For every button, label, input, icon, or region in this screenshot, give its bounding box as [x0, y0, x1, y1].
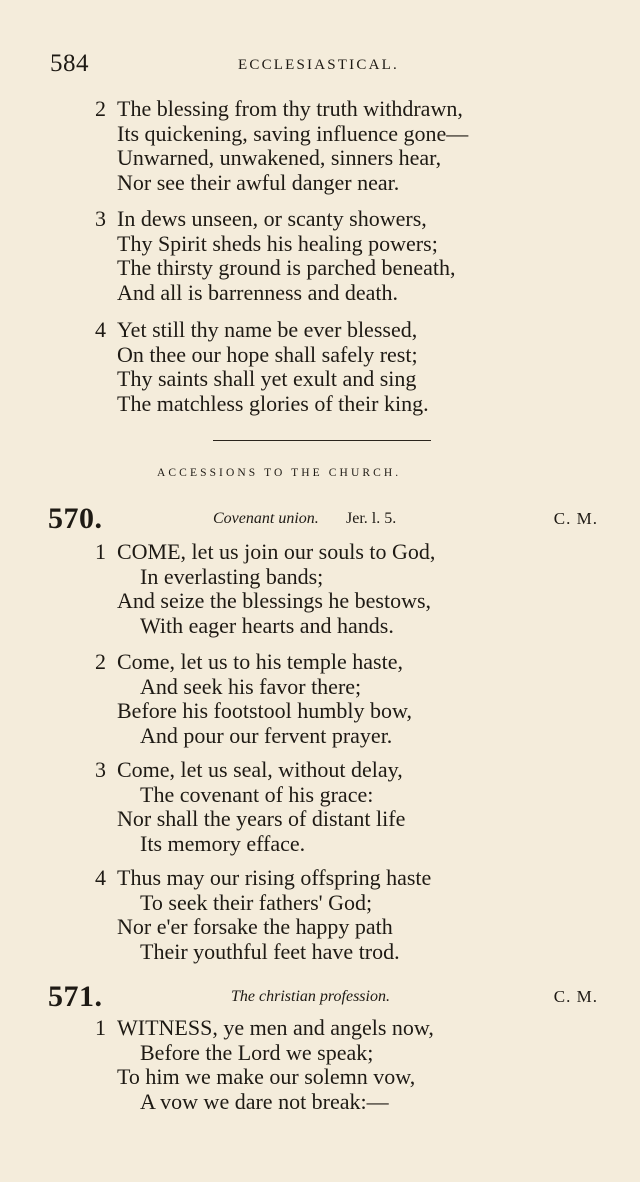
hymn-meter: C. M. [553, 509, 598, 528]
page-number: 584 [50, 50, 89, 77]
stanza [95, 866, 595, 964]
verse-line: The covenant of his grace: [140, 781, 374, 807]
verse-line: With eager hearts and hands. [140, 612, 394, 638]
verse-line: To seek their fathers' God; [140, 889, 373, 915]
stanza-number: 2 [95, 96, 106, 121]
stanza-number: 2 [95, 649, 106, 674]
running-head: ECCLESIASTICAL. [238, 57, 399, 73]
stanza-number: 3 [95, 206, 106, 231]
stanza-number: 3 [95, 757, 106, 782]
verse-line: Its memory efface. [140, 830, 306, 856]
verse-line: Thy saints shall yet exult and sing [117, 366, 417, 391]
verse-line: 3 In dews unseen, or scanty showers, [95, 206, 427, 231]
verse-line: And seek his favor there; [140, 673, 362, 699]
verse-line: On thee our hope shall safely rest; [117, 341, 418, 367]
verse-line: And all is barrenness and death. [117, 279, 399, 305]
stanza-number: 1 [95, 1015, 106, 1040]
hymn-number: 571. [48, 980, 103, 1013]
verse-line: In everlasting bands; [140, 563, 324, 589]
hymn-header [48, 502, 598, 534]
hymn-number: 570. [48, 502, 103, 535]
hymn-header [48, 980, 598, 1012]
verse-line: 3 Come, let us seal, without delay, [95, 757, 403, 782]
stanza [95, 1016, 595, 1114]
stanza [95, 650, 595, 748]
verse-line: Unwarned, unwakened, sinners hear, [117, 145, 442, 170]
verse-line: 2 The blessing from thy truth withdrawn, [95, 96, 463, 121]
verse-line: The thirsty ground is parched beneath, [117, 255, 456, 280]
verse-line: A vow we dare not break:— [140, 1088, 389, 1114]
verse-line: Its quickening, saving influence gone— [117, 120, 469, 146]
verse-line: 4 Yet still thy name be ever blessed, [95, 317, 418, 342]
verse-line: And seize the blessings he bestows, [117, 588, 432, 613]
stanza [95, 97, 595, 195]
verse-line: Nor see their awful danger near. [117, 169, 400, 195]
verse-line: 1 WITNESS, ye men and angels now, [95, 1015, 434, 1040]
section-heading: ACCESSIONS TO THE CHURCH. [157, 467, 402, 479]
section-divider [213, 440, 431, 441]
stanza [95, 207, 595, 305]
hymn-subject: Covenant union. [213, 510, 319, 527]
verse-line: Thy Spirit sheds his healing powers; [117, 230, 438, 256]
verse-line: To him we make our solemn vow, [117, 1064, 416, 1089]
verse-line: And pour our fervent prayer. [140, 722, 393, 748]
verse-line: Before his footstool humbly bow, [117, 698, 412, 723]
verse-line: 2 Come, let us to his temple haste, [95, 649, 403, 674]
verse-line: 1 COME, let us join our souls to God, [95, 539, 436, 564]
hymn-subject: The christian profession. [231, 988, 390, 1005]
stanza-number: 4 [95, 865, 106, 890]
verse-line: Nor e'er forsake the happy path [117, 914, 393, 939]
verse-line: 4 Thus may our rising offspring haste [95, 865, 432, 890]
verse-line: Before the Lord we speak; [140, 1039, 374, 1065]
stanza-number: 1 [95, 539, 106, 564]
scripture-reference: Jer. l. 5. [346, 510, 397, 527]
stanza-number: 4 [95, 317, 106, 342]
hymn-meter: C. M. [553, 987, 598, 1006]
verse-line: Their youthful feet have trod. [140, 938, 400, 964]
verse-line: The matchless glories of their king. [117, 390, 429, 416]
verse-line: Nor shall the years of distant life [117, 806, 406, 831]
stanza [95, 758, 595, 856]
stanza [95, 540, 595, 638]
stanza [95, 318, 595, 416]
